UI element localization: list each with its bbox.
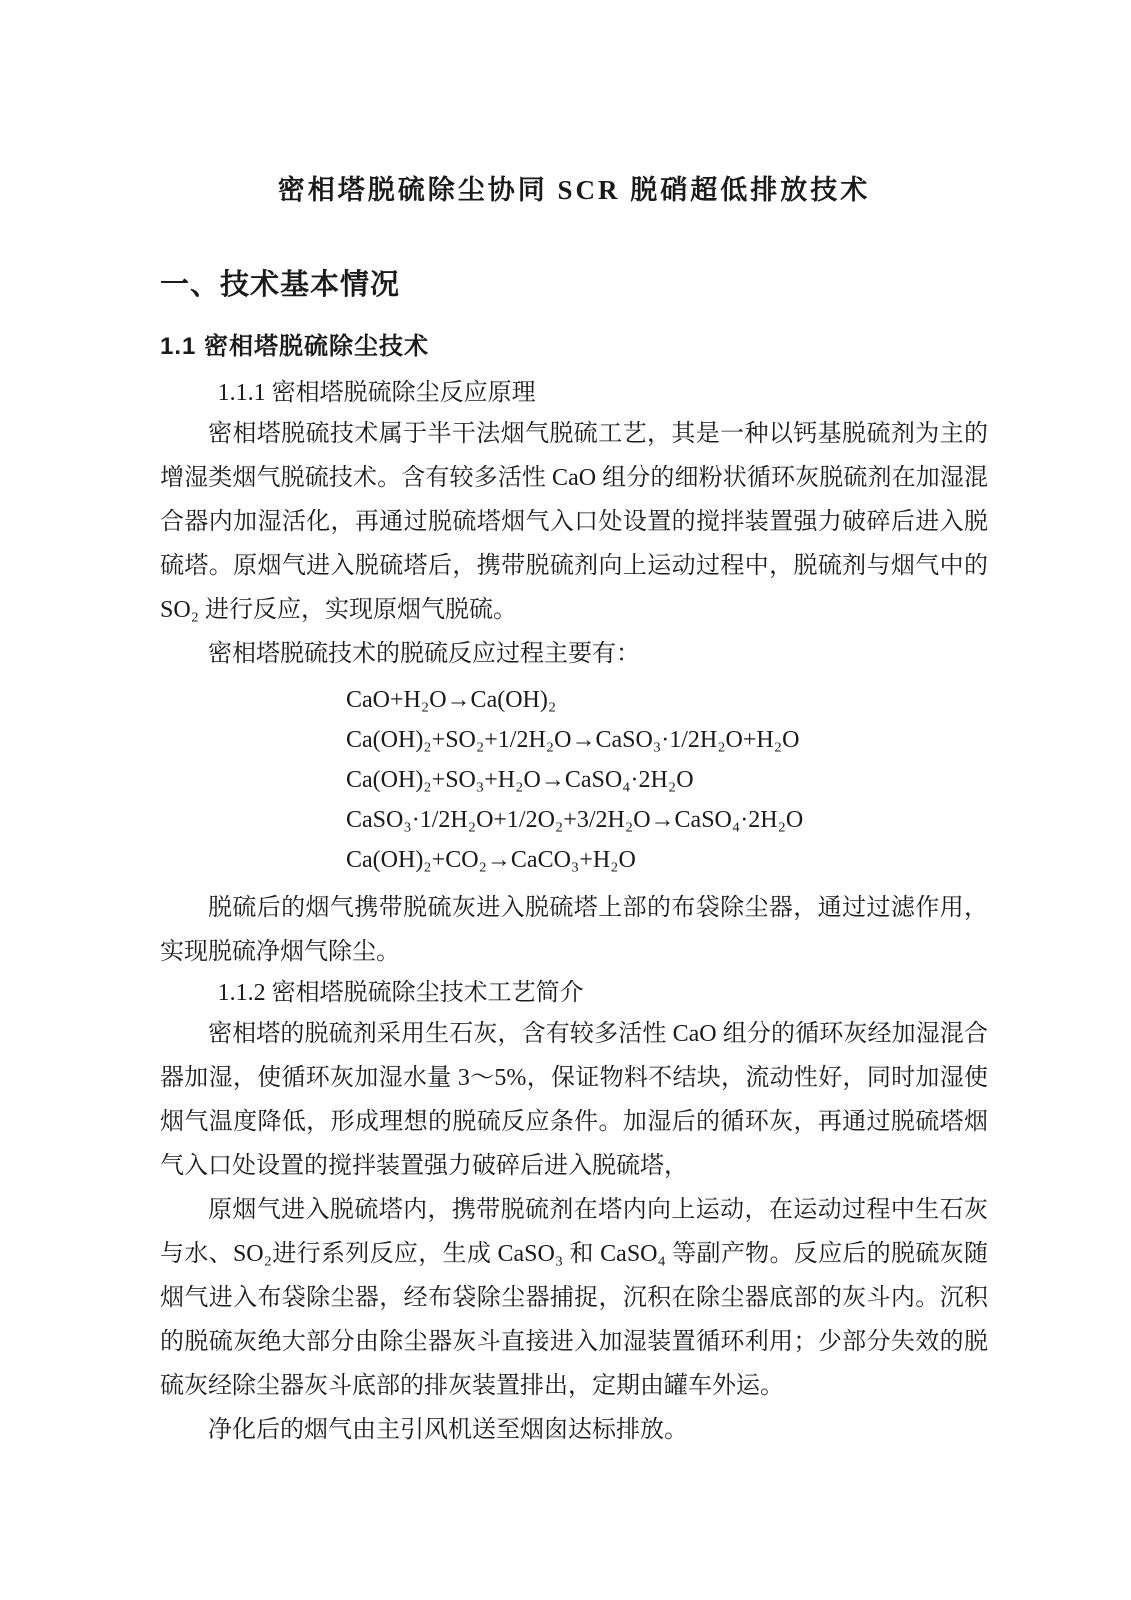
paragraph-process-humidification: 密相塔的脱硫剂采用生石灰，含有较多活性 CaO 组分的循环灰经加湿混合器加湿，使循环灰加湿水量 3～5%，保证物料不结块，流动性好，同时加湿使烟气温度降低，形成理想的脱硫反应条件。加湿后的循环灰，再通过脱硫塔烟气入口处设置的搅拌装置强力破碎后进入脱硫塔， [160,1021,988,1179]
chemical-equation-1: CaO+H₂O→Ca(OH)₂ [346,687,557,713]
chemical-equation-3: Ca(OH)₂+SO₃+H₂O→CaSO₄·2H₂O [346,767,694,793]
topic-heading-1-1-1: 1.1.1 密相塔脱硫除尘反应原理 [217,380,536,406]
paragraph-clean-gas-emission: 净化后的烟气由主引风机送至烟囱达标排放。 [208,1417,688,1443]
topic-heading-1-1-2: 1.1.2 密相塔脱硫除尘技术工艺简介 [217,980,584,1006]
paragraph-process-reaction: 原烟气进入脱硫塔内，携带脱硫剂在塔内向上运动，在运动过程中生石灰与水、SO₂进行系列反应，生成 CaSO₃ 和 CaSO₄ 等副产物。反应后的脱硫灰随烟气进入布袋除尘器，经布袋除尘器捕捉，沉积在除尘器底部的灰斗内。沉积的脱硫灰绝大部分由除尘器灰斗直接进入加湿装置循环利用；少部分失效的脱硫灰经除尘器灰斗底部的排灰装置排出，定期由罐车外运。 [160,1197,988,1399]
subsection-heading-1-1: 1.1 密相塔脱硫除尘技术 [160,333,430,360]
equation-block [160,680,988,880]
chemical-equation-2: Ca(OH)₂+SO₂+1/2H₂O→CaSO₃·1/2H₂O+H₂O [346,727,800,753]
paragraph-baghouse-dedusting: 脱硫后的烟气携带脱硫灰进入脱硫塔上部的布袋除尘器，通过过滤作用，实现脱硫净烟气除尘。 [160,895,988,965]
chemical-equation-4: CaSO₃·1/2H₂O+1/2O₂+3/2H₂O→CaSO₄·2H₂O [346,807,804,833]
section-heading-1: 一、技术基本情况 [160,269,401,301]
chemical-equation-5: Ca(OH)₂+CO₂→CaCO₃+H₂O [346,847,636,873]
paragraph-reaction-principle: 密相塔脱硫技术属于半干法烟气脱硫工艺，其是一种以钙基脱硫剂为主的增湿类烟气脱硫技术。含有较多活性 CaO 组分的细粉状循环灰脱硫剂在加湿混合器内加湿活化，再通过脱硫塔烟气入口处设置的搅拌装置强力破碎后进入脱硫塔。原烟气进入脱硫塔后，携带脱硫剂向上运动过程中，脱硫剂与烟气中的 SO₂ 进行反应，实现原烟气脱硫。 [160,421,988,623]
document-title: 密相塔脱硫除尘协同 SCR 脱硝超低排放技术 [277,175,871,205]
paragraph-reaction-intro: 密相塔脱硫技术的脱硫反应过程主要有： [208,641,640,667]
